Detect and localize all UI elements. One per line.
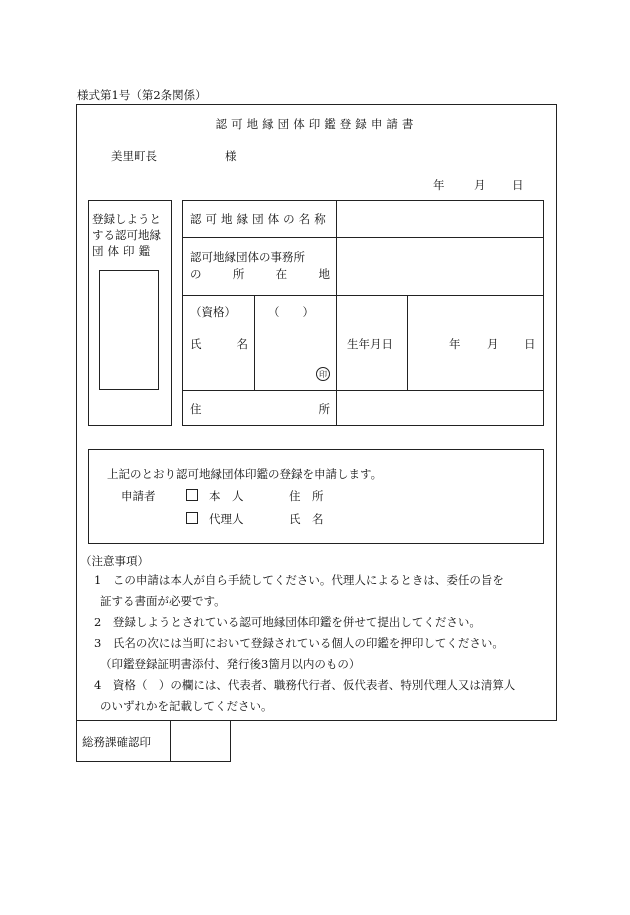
applicant-name-label: 氏 名: [289, 512, 324, 526]
seal-impression-area[interactable]: [99, 270, 159, 390]
checkbox-agent-label: 代理人: [208, 512, 244, 526]
seal-label-line3: 団体印鑑: [92, 244, 155, 258]
qualification-label: （資格）: [190, 305, 236, 319]
table-divider: [182, 295, 544, 296]
note-4-line1: 4 資格（ ）の欄には、代表者、職務代行者、仮代表者、特別代理人又は清算人: [94, 678, 516, 692]
birth-month-label: 月: [487, 337, 499, 351]
seal-label-line1: 登録しようと: [92, 212, 161, 226]
checkbox-agent[interactable]: [186, 512, 243, 526]
note-1-line2: 証する書面が必要です。: [100, 594, 226, 608]
confirm-label: 総務課確認印: [82, 735, 151, 749]
notes-heading: （注意事項）: [80, 554, 149, 568]
representative-name-field[interactable]: [255, 320, 335, 366]
application-statement: 上記のとおり認可地縁団体印鑑の登録を申請します。: [107, 467, 383, 481]
date-day-label: 日: [512, 178, 524, 192]
form-title: 認可地縁団体印鑑登録申請書: [215, 117, 418, 131]
checkbox-self-label: 本 人: [208, 489, 244, 503]
note-3-line2: （印鑑登録証明書添付、発行後3箇月以内のもの）: [100, 657, 361, 671]
birthdate-label: 生年月日: [347, 337, 393, 351]
addressee-honorific: 様: [225, 149, 237, 163]
confirm-stamp-field[interactable]: [171, 721, 230, 761]
addressee: 美里町長: [111, 149, 157, 163]
applicant-address-label: 住 所: [289, 489, 324, 503]
date-month-label: 月: [474, 178, 486, 192]
birth-year-label: 年: [449, 337, 461, 351]
applicant-label: 申請者: [121, 489, 156, 503]
seal-label-line2: する認可地縁: [92, 228, 161, 242]
seal-mark: 印: [316, 367, 330, 381]
form-number: 様式第1号（第2条関係）: [77, 88, 207, 102]
checkbox-self[interactable]: [186, 489, 243, 503]
org-name-field[interactable]: [337, 201, 543, 237]
representative-address-label: 住 所: [190, 402, 330, 416]
org-name-label: 認可地縁団体の名称: [190, 212, 330, 226]
note-4-line2: のいずれかを記載してください。: [100, 699, 273, 713]
representative-address-field[interactable]: [337, 391, 543, 425]
representative-name-label: 氏 名: [190, 337, 248, 351]
note-1-line1: 1 この申請は本人が自ら手続してください。代理人によるときは、委任の旨を: [94, 573, 504, 587]
checkbox-icon: [186, 512, 198, 524]
note-2: 2 登録しようとされている認可地縁団体印鑑を併せて提出してください。: [94, 615, 481, 629]
office-address-field[interactable]: [337, 238, 543, 295]
checkbox-icon: [186, 489, 198, 501]
qualification-field[interactable]: （ ）: [268, 305, 314, 319]
office-label-line1: 認可地縁団体の事務所: [190, 250, 305, 264]
note-3-line1: 3 氏名の次には当町において登録されている個人の印鑑を押印してください。: [94, 636, 504, 650]
table-divider: [407, 295, 408, 390]
birth-day-label: 日: [524, 337, 536, 351]
office-label-line2: の所在地: [190, 267, 330, 281]
date-year-label: 年: [433, 178, 445, 192]
